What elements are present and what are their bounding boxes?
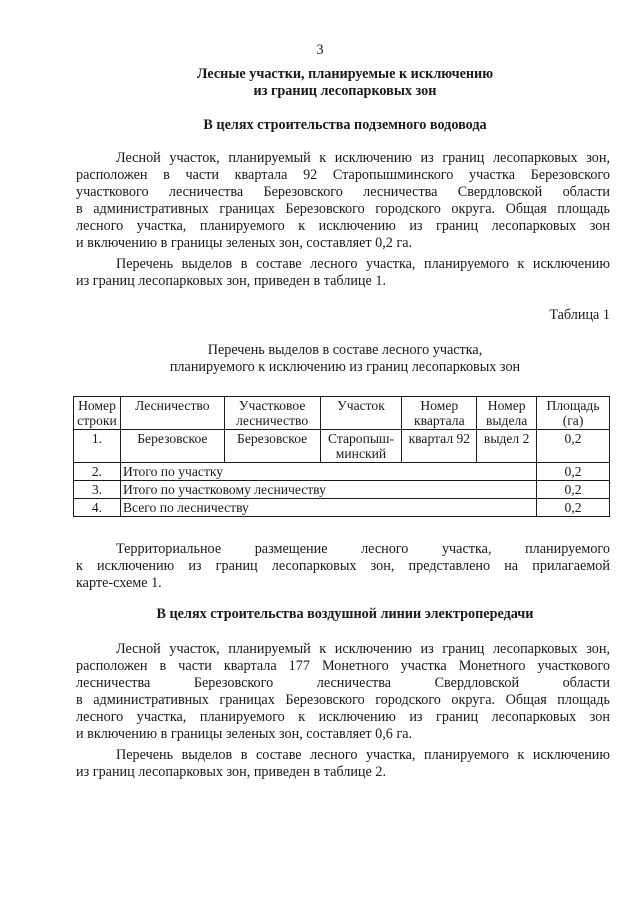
header-quarter [402, 397, 477, 430]
cell-vydel: выдел 2 [477, 430, 537, 463]
text-line: и включению в границы зеленых зон, составляет 0,6 га. [76, 726, 413, 742]
text-line: Перечень выделов в составе лесного участка, планируемого к исключению [116, 256, 610, 272]
header-text: Лесничество [135, 398, 210, 413]
table-total-row [74, 463, 610, 481]
table-caption-line2: планируемого к исключению из границ лесопарковых зон [169, 359, 521, 375]
text-line: и включению в границы зеленых зон, составляет 0,2 га. [76, 235, 413, 251]
header-text: лесничество [236, 413, 309, 428]
header-area-section [320, 397, 402, 430]
header-text: Номер [487, 398, 526, 413]
table-total-row [74, 481, 610, 499]
text-line: Перечень выделов в составе лесного участка, планируемого к исключению [116, 747, 610, 763]
header-district-forestry [224, 397, 320, 430]
cell-quarter: квартал 92 [402, 430, 477, 463]
header-text: Номер [78, 398, 116, 413]
text-line: расположен в части квартала 177 Монетного участка Монетного участкового [76, 658, 610, 674]
text-line: расположен в части квартала 92 Старопышминского участка Березовского [76, 167, 610, 183]
text-line: Территориальное размещение лесного участка, планируемого [116, 541, 610, 557]
text-line: в административных границах Березовского городского округа. Общая площадь [76, 201, 610, 217]
header-text: Участковое [238, 398, 306, 413]
table-total-row [74, 499, 610, 517]
text-line: из границ лесопарковых зон, приведен в таблице 2. [76, 764, 387, 780]
page-number: 3 [316, 42, 324, 58]
cell-district-forestry: Березовское [224, 430, 320, 463]
text-line: лесничества Березовского лесничества Свердловской области [76, 675, 610, 691]
table-row [74, 430, 610, 463]
text-line: из границ лесопарковых зон, приведен в таблице 1. [76, 273, 387, 289]
text-line: лесного участка, планируемого к исключению из границ лесопарковых зон [76, 218, 610, 234]
header-text: строки [77, 413, 117, 428]
header-text: Площадь [546, 398, 600, 413]
header-text: (га) [562, 413, 584, 428]
document-title-line2: из границ лесопарковых зон [253, 83, 437, 99]
header-row-number [74, 397, 121, 430]
cell-row-number: 4. [74, 499, 121, 517]
text-line: участкового лесничества Березовского лесничества Свердловской области [76, 184, 610, 200]
text-line: лесного участка, планируемого к исключению из границ лесопарковых зон [76, 709, 610, 725]
cell-row-number: 1. [74, 430, 121, 463]
cell-row-number: 3. [74, 481, 121, 499]
text-line: к исключению из границ лесопарковых зон, представлено на прилагаемой [76, 558, 610, 574]
cell-total-label: Всего по лесничеству [120, 499, 536, 517]
cell-area: 0,2 [537, 499, 610, 517]
text-line: Лесной участок, планируемый к исключению из границ лесопарковых зон, [116, 641, 610, 657]
text-line: в административных границах Березовского городского округа. Общая площадь [76, 692, 610, 708]
text-line: Лесной участок, планируемый к исключению из границ лесопарковых зон, [116, 150, 610, 166]
cell-area: 0,2 [537, 481, 610, 499]
table-caption-line1: Перечень выделов в составе лесного участка, [207, 342, 483, 358]
cell-forestry: Березовское [120, 430, 224, 463]
header-text: Номер [420, 398, 459, 413]
table-label: Таблица 1 [549, 307, 610, 323]
header-vydel [477, 397, 537, 430]
header-text: выдела [486, 413, 528, 428]
table-header-row [74, 397, 610, 430]
document-title-line1: Лесные участки, планируемые к исключению [196, 66, 494, 82]
cell-total-label: Итого по участковому лесничеству [120, 481, 536, 499]
cell-area: 0,2 [537, 430, 610, 463]
vydel-table [73, 396, 610, 517]
header-text: квартала [414, 413, 465, 428]
cell-text: Старопыш- [327, 431, 394, 446]
text-line: карте-схеме 1. [76, 575, 162, 591]
cell-area-section [320, 430, 402, 463]
cell-area: 0,2 [537, 463, 610, 481]
cell-row-number: 2. [74, 463, 121, 481]
section2-heading: В целях строительства воздушной линии электропередачи [156, 606, 534, 622]
header-text: Участок [337, 398, 385, 413]
header-forestry [120, 397, 224, 430]
cell-text: минский [335, 446, 387, 461]
section1-heading: В целях строительства подземного водовода [203, 117, 487, 133]
header-area [537, 397, 610, 430]
cell-total-label: Итого по участку [120, 463, 536, 481]
